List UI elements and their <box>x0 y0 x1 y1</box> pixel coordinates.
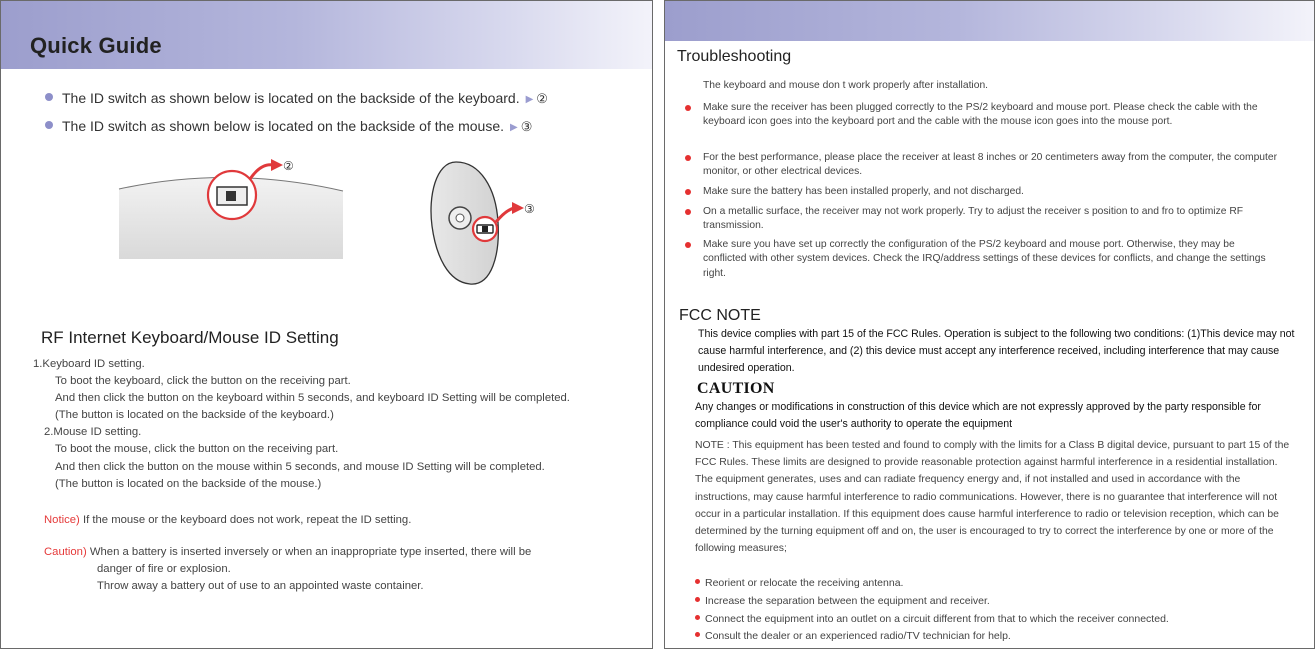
fcc-note-body: NOTE : This equipment has been tested and found to comply with the limits for a Class B digital device, pursuant to part 15 of the FCC Rules. These limits are designed to provide reasonable protection against harmful interference in a residential installation. The equipment generates, uses and can radiate frequency energy and, if not installed and used in accordance with the instructions, may cause harmful interference to radio communications. However, there is no guarantee that interference will not occur in a particular installation. If this equipment does cause harmful interference to radio or television reception, which can be determined by the turning equipment off and on, the user is encouraged to try to correct the interference by one or more of the following measures; <box>695 440 1290 555</box>
troubleshooting-item: Make sure the receiver has been plugged correctly to the PS/2 keyboard and mouse port. Please check the cable with the keyboard icon goes into the keyboard port and the cable with the mouse icon goes into the mouse port. <box>685 101 1280 130</box>
id-switch-item-keyboard <box>45 90 548 107</box>
caution-line: When a battery is inserted inversely or when an inappropriate type inserted, there will be <box>89 546 532 558</box>
instruction-line: (The button is located on the backside of the mouse.) <box>55 477 322 490</box>
red-arrow-icon <box>271 159 283 171</box>
instruction-line: To boot the mouse, click the button on the receiving part. <box>55 443 339 456</box>
figure-reference: ③ <box>520 119 533 134</box>
measure-item: Connect the equipment into an outlet on a circuit different from that to which the receiver connected. <box>695 613 1169 625</box>
triangle-pointer-icon: ▶ <box>510 122 518 133</box>
id-switch-item-mouse <box>45 118 532 135</box>
bullet-dot-icon <box>45 121 53 129</box>
instruction-line: And then click the button on the mouse within 5 seconds, and mouse ID Setting will be completed. <box>55 460 545 473</box>
instruction-line: 2.Mouse ID setting. <box>44 426 142 439</box>
illustration-label-3: ③ <box>524 202 535 216</box>
triangle-pointer-icon: ▶ <box>525 94 534 105</box>
troubleshooting-item: On a metallic surface, the receiver may not work properly. Try to adjust the receiver s position to and fro to optimize RF transmission. <box>685 205 1280 234</box>
caution-text: Any changes or modifications in construction of this device which are not expressly approved by the party responsible for compliance could void the user's authority to operate the equipment <box>695 401 1261 430</box>
notice-line <box>44 512 411 529</box>
troubleshooting-item: For the best performance, please place the receiver at least 8 inches or 20 centimeters away from the computer, the computer monitor, or other electrical devices. <box>685 151 1280 180</box>
right-page <box>664 0 1315 649</box>
red-bullet-icon <box>685 242 691 248</box>
caution-label: Caution) <box>44 546 87 558</box>
notice-label: Notice) <box>44 514 80 526</box>
instruction-line: And then click the button on the keyboard within 5 seconds, and keyboard ID Setting will be completed. <box>55 392 570 405</box>
red-bullet-icon <box>695 579 700 584</box>
red-bullet-icon <box>695 632 700 637</box>
troubleshooting-item: Make sure you have set up correctly the configuration of the PS/2 keyboard and mouse port. Otherwise, they may be conflicted with other system devices. Check the IRQ/address settings of these devices for conflicts, and change the settings right. <box>685 238 1280 281</box>
keyboard-id-switch-illustration <box>111 151 361 266</box>
caution-heading: CAUTION <box>697 380 775 397</box>
red-bullet-icon <box>685 189 691 195</box>
measure-item: Reorient or relocate the receiving antenna. <box>695 577 903 589</box>
caution-line: Throw away a battery out of use to an appointed waste container. <box>97 580 424 593</box>
red-bullet-icon <box>685 155 691 161</box>
troubleshooting-banner <box>665 1 1314 41</box>
red-bullet-icon <box>685 105 691 111</box>
id-switch-text: The ID switch as shown below is located on the backside of the mouse. <box>62 118 505 134</box>
fcc-note-text: This device complies with part 15 of the FCC Rules. Operation is subject to the following two conditions: (1)This device may not cause harmful interference, and (2) this device must accept any interference received, including interference that may cause undesired operation. <box>698 328 1295 374</box>
troubleshooting-heading: Troubleshooting <box>677 48 792 65</box>
red-bullet-icon <box>685 209 691 215</box>
fcc-note-heading: FCC NOTE <box>679 307 761 324</box>
notice-text: If the mouse or the keyboard does not work, repeat the ID setting. <box>82 514 412 526</box>
troubleshooting-item: Make sure the battery has been installed properly, and not discharged. <box>685 185 1280 199</box>
id-switch-text: The ID switch as shown below is located on the backside of the keyboard. <box>62 90 520 106</box>
red-arrow-icon <box>512 202 524 214</box>
instruction-line: 1.Keyboard ID setting. <box>33 358 145 370</box>
red-bullet-icon <box>695 615 700 620</box>
bullet-dot-icon <box>45 93 53 101</box>
red-bullet-icon <box>695 597 700 602</box>
rf-id-setting-heading: RF Internet Keyboard/Mouse ID Setting <box>41 328 339 347</box>
page-title: Quick Guide <box>30 33 162 58</box>
mouse-id-switch-illustration <box>426 156 546 291</box>
rf-id-setting-instructions <box>33 356 570 493</box>
left-page <box>0 0 653 649</box>
caution-block <box>44 544 531 595</box>
illustration-label-2: ② <box>283 159 294 173</box>
measure-item: Consult the dealer or an experienced radio/TV technician for help. <box>695 630 1011 642</box>
troubleshooting-intro: The keyboard and mouse don t work properly after installation. <box>703 80 989 91</box>
measure-item: Increase the separation between the equipment and receiver. <box>695 595 990 607</box>
instruction-line: (The button is located on the backside of the keyboard.) <box>55 409 334 422</box>
figure-reference: ② <box>536 91 548 106</box>
instruction-line: To boot the keyboard, click the button on the receiving part. <box>55 375 351 388</box>
caution-line: danger of fire or explosion. <box>97 563 231 576</box>
